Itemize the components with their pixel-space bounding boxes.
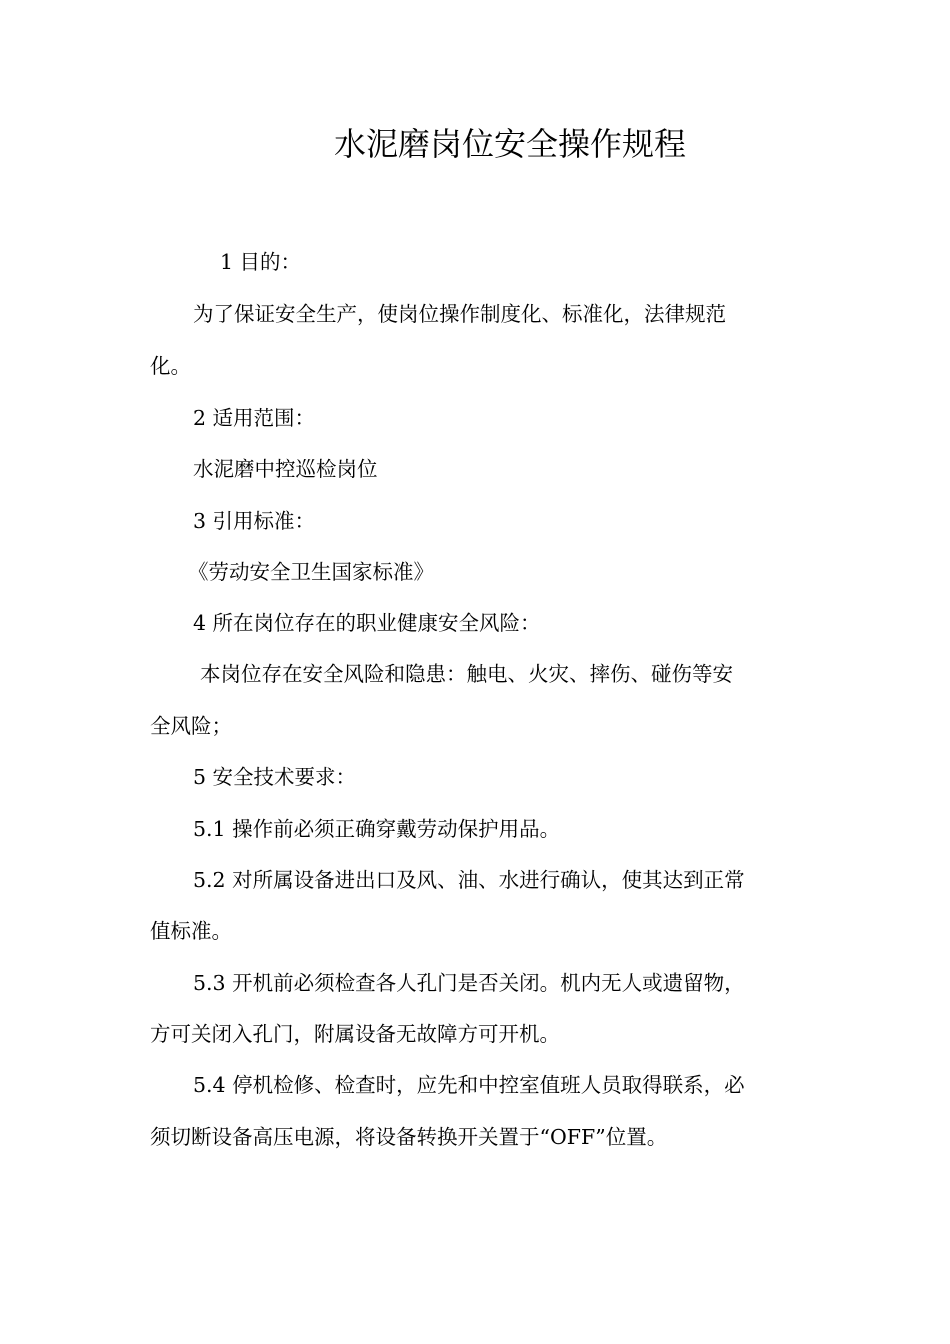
paragraph-scope: 水泥磨中控巡检岗位 xyxy=(193,457,378,481)
requirement-5-2-line-1: 5.2 对所属设备进出口及风、油、水进行确认，使其达到正常 xyxy=(193,868,745,892)
document-title: 水泥磨岗位安全操作规程 xyxy=(333,125,686,163)
heading-references: 3 引用标准： xyxy=(193,509,316,533)
heading-scope: 2 适用范围： xyxy=(193,406,316,430)
heading-purpose: 1 目的： xyxy=(220,250,302,274)
requirement-5-4-line-2: 须切断设备高压电源，将设备转换开关置于“OFF”位置。 xyxy=(150,1125,668,1149)
paragraph-purpose-line-2: 化。 xyxy=(150,354,191,378)
paragraph-risks-line-1: 本岗位存在安全风险和隐患：触电、火灾、摔伤、碰伤等安 xyxy=(200,662,733,686)
paragraph-references: 《劳动安全卫生国家标准》 xyxy=(188,560,434,584)
requirement-5-3-line-1: 5.3 开机前必须检查各人孔门是否关闭。机内无人或遗留物， xyxy=(193,971,745,995)
paragraph-risks-line-2: 全风险； xyxy=(150,714,232,738)
heading-safety-requirements: 5 安全技术要求： xyxy=(193,765,357,789)
requirement-5-3-line-2: 方可关闭入孔门，附属设备无故障方可开机。 xyxy=(150,1022,560,1046)
paragraph-purpose-line-1: 为了保证安全生产，使岗位操作制度化、标准化，法律规范 xyxy=(193,302,726,326)
heading-risks: 4 所在岗位存在的职业健康安全风险： xyxy=(193,611,541,635)
requirement-5-1: 5.1 操作前必须正确穿戴劳动保护用品。 xyxy=(193,817,561,841)
requirement-5-2-line-2: 值标准。 xyxy=(150,919,232,943)
requirement-5-4-line-1: 5.4 停机检修、检查时，应先和中控室值班人员取得联系，必 xyxy=(193,1073,745,1097)
